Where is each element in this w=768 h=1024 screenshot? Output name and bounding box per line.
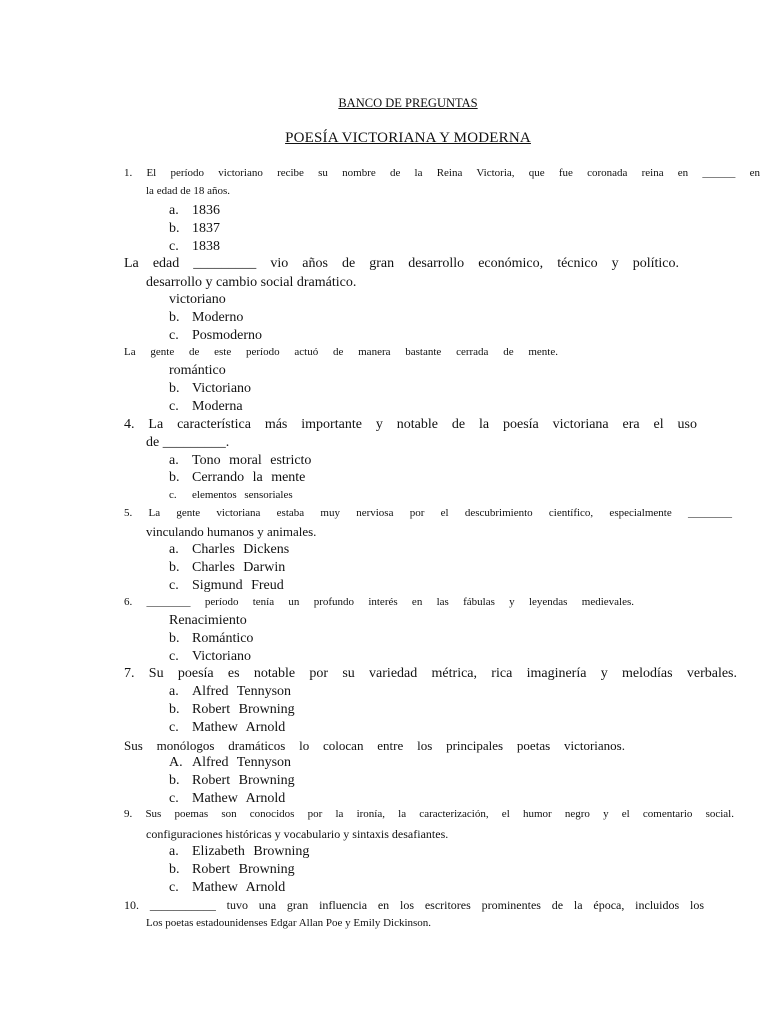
question-3-option-c: c. Moderna — [169, 399, 243, 414]
question-2-line-2: desarrollo y cambio social dramático. — [146, 275, 357, 290]
question-4-option-a: a. Tono moral estricto — [169, 453, 312, 468]
question-10-line-2: Los poetas estadounidenses Edgar Allan Poe y Emily Dickinson. — [146, 917, 432, 929]
question-9-option-c: c. Mathew Arnold — [169, 880, 286, 895]
question-2-option-b: b. Moderno — [169, 310, 244, 325]
question-1-option-a: a. 1836 — [169, 203, 220, 218]
question-5-option-b: b. Charles Darwin — [169, 560, 286, 575]
question-8-option-a: A. Alfred Tennyson — [169, 755, 292, 770]
question-3-line-1: La gente de este período actuó de manera bastante cerrada de mente. — [124, 346, 558, 358]
question-9-option-a: a. Elizabeth Browning — [169, 844, 310, 859]
question-10-line-1: 10. ___________ tuvo una gran influencia en los escritores prominentes de la época, incluidos los — [124, 898, 704, 912]
question-1-line-1: 1. El período victoriano recibe su nombre de la Reina Victoria, que fue coronada reina en ______ en — [124, 167, 760, 179]
question-1-option-b: b. 1837 — [169, 221, 220, 236]
question-6-line-1: 6. ________ período tenía un profundo interés en las fábulas y leyendas medievales. — [124, 596, 634, 608]
question-4-line-2: de _________. — [146, 435, 230, 450]
question-2-option-c: c. Posmoderno — [169, 328, 262, 343]
question-6-option-c: c. Victoriano — [169, 649, 252, 664]
question-5-line-1: 5. La gente victoriana estaba muy nerviosa por el descubrimiento científico, especialmente ________ — [124, 507, 732, 519]
document-title: POESÍA VICTORIANA Y MODERNA — [285, 130, 531, 146]
question-5-option-c: c. Sigmund Freud — [169, 578, 284, 593]
question-9-line-1: 9. Sus poemas son conocidos por la ironía, la caracterización, el humor negro y el comentario social. — [124, 808, 734, 820]
document-subtitle: BANCO DE PREGUNTAS — [338, 96, 478, 110]
question-2-option-a: victoriano — [169, 292, 226, 307]
question-4-option-b: b. Cerrando la mente — [169, 470, 306, 485]
question-6-option-a: Renacimiento — [169, 613, 247, 628]
question-8-line-1: Sus monólogos dramáticos lo colocan entre los principales poetas victorianos. — [124, 738, 625, 753]
question-8-option-b: b. Robert Browning — [169, 773, 295, 788]
question-9-option-b: b. Robert Browning — [169, 862, 295, 877]
question-7-option-b: b. Robert Browning — [169, 702, 295, 717]
question-1-option-c: c. 1838 — [169, 239, 220, 254]
question-7-option-a: a. Alfred Tennyson — [169, 684, 292, 699]
question-3-option-b: b. Victoriano — [169, 381, 252, 396]
question-8-option-c: c. Mathew Arnold — [169, 791, 286, 806]
question-4-line-1: 4. La característica más importante y notable de la poesía victoriana era el uso — [124, 417, 697, 432]
question-5-line-2: vinculando humanos y animales. — [146, 524, 317, 539]
question-9-line-2: configuraciones históricas y vocabulario y sintaxis desafiantes. — [146, 827, 449, 841]
question-7-option-c: c. Mathew Arnold — [169, 720, 286, 735]
question-4-option-c: c. elementos sensoriales — [169, 489, 293, 501]
question-2-line-1: La edad _________ vio años de gran desarrollo económico, técnico y político. — [124, 256, 679, 271]
question-3-option-a: romántico — [169, 363, 226, 378]
question-1-line-2: la edad de 18 años. — [146, 185, 230, 197]
question-5-option-a: a. Charles Dickens — [169, 542, 290, 557]
question-7-line-1: 7. Su poesía es notable por su variedad métrica, rica imaginería y melodías verbales. — [124, 666, 737, 681]
question-6-option-b: b. Romántico — [169, 631, 254, 646]
